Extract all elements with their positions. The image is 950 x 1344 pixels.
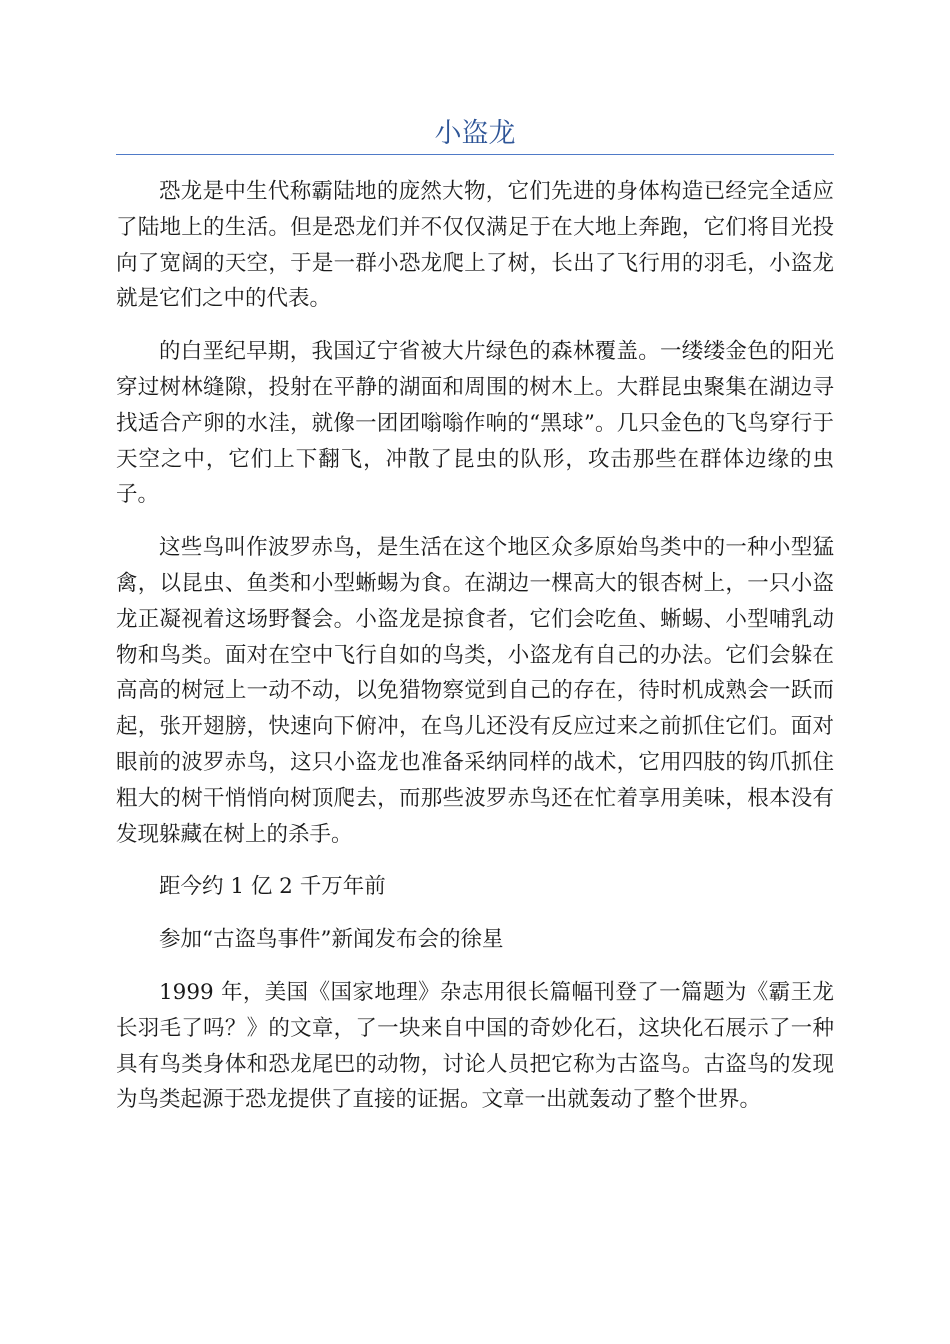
paragraph-caption-time: 距今约 1 亿 2 千万年前: [159, 874, 386, 900]
paragraph-hunting: 这些鸟叫作波罗赤鸟，是生活在这个地区众多原始鸟类中的一种小型猛禽，以昆虫、鱼类和小型蜥蜴为食。在湖边一棵高大的银杏树上，一只小盗龙正凝视着这场野餐会。小盗龙是掠食者，它们会吃鱼、蜥蜴、小型哺乳动物和鸟类。面对在空中飞行自如的鸟类，小盗龙有自己的办法。它们会躲在高高的树冠上一动不动，以免猎物察觉到自己的存在，待时机成熟会一跃而起，张开翅膀，快速向下俯冲，在鸟儿还没有反应过来之前抓住它们。面对眼前的波罗赤鸟，这只小盗龙也准备采纳同样的战术，它用四肢的钩爪抓住粗大的树干悄悄向树顶爬去，而那些波罗赤鸟还在忙着享用美味，根本没有发现躲藏在树上的杀手。: [116, 535, 834, 847]
paragraph-intro: 恐龙是中生代称霸陆地的庞然大物，它们先进的身体构造已经完全适应了陆地上的生活。但是恐龙们并不仅仅满足于在大地上奔跑，它们将目光投向了宽阔的天空，于是一群小恐龙爬上了树，长出了飞行用的羽毛，小盗龙就是它们之中的代表。: [116, 179, 834, 312]
paragraph-archaeoraptor: 1999 年，美国《国家地理》杂志用很长篇幅刊登了一篇题为《霸王龙长羽毛了吗？》的文章，了一块来自中国的奇妙化石，这块化石展示了一种具有鸟类身体和恐龙尾巴的动物，讨论人员把它称为古盗鸟。古盗鸟的发现为鸟类起源于恐龙提供了直接的证据。文章一出就轰动了整个世界。: [116, 979, 834, 1113]
paragraph-caption-xuxing: 参加“古盗鸟事件”新闻发布会的徐星: [159, 927, 504, 953]
paragraph-cretaceous-scene: 的白垩纪早期，我国辽宁省被大片绿色的森林覆盖。一缕缕金色的阳光穿过树林缝隙，投射在平静的湖面和周围的树木上。大群昆虫聚集在湖边寻找适合产卵的水洼，就像一团团嗡嗡作响的“黑球”。几只金色的飞鸟穿行于天空之中，它们上下翻飞，冲散了昆虫的队形，攻击那些在群体边缘的虫子。: [116, 339, 834, 508]
title-underline-rule: [116, 154, 834, 155]
document-title: 小盗龙: [434, 118, 516, 149]
document-body: [116, 174, 834, 1135]
